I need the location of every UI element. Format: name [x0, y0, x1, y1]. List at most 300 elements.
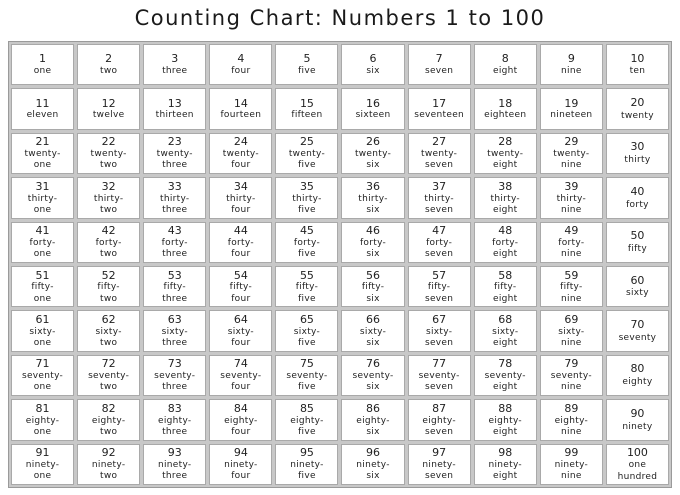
- cell-word-line: three: [162, 65, 188, 76]
- cell-number: 27: [432, 135, 447, 149]
- cell-word-line: twenty-: [288, 149, 326, 160]
- cell-number: 26: [366, 135, 381, 149]
- cell-word-line: eight: [493, 382, 518, 393]
- cell-word-line: four: [231, 204, 251, 215]
- cell-word: [292, 194, 321, 217]
- cell-word: [425, 282, 453, 305]
- cell-word: [630, 66, 646, 77]
- cell-word-line: eighty-: [290, 415, 324, 426]
- number-cell: [606, 399, 669, 440]
- number-cell: [143, 88, 206, 129]
- cell-word-line: four: [231, 337, 251, 348]
- cell-word-line: forty-: [95, 237, 122, 248]
- cell-word: [356, 110, 391, 121]
- cell-word-line: seventy-: [21, 371, 64, 382]
- cell-word: [358, 194, 387, 217]
- cell-word: [22, 371, 63, 394]
- cell-number: 10: [630, 51, 645, 65]
- cell-number: 25: [299, 135, 314, 149]
- cell-word-line: one: [33, 337, 52, 348]
- cell-word: [100, 66, 117, 77]
- cell-word-line: four: [231, 382, 251, 393]
- number-cell: [341, 133, 404, 174]
- cell-number: 62: [101, 312, 116, 326]
- cell-word-line: one: [33, 160, 52, 171]
- number-cell: [209, 88, 272, 129]
- cell-word-line: four: [231, 471, 251, 482]
- cell-number: 17: [432, 96, 447, 110]
- cell-word-line: forty-: [29, 237, 56, 248]
- number-cell: [540, 444, 603, 485]
- cell-number: 87: [432, 401, 447, 415]
- cell-word-line: six: [366, 160, 380, 171]
- cell-word-line: twenty-: [24, 149, 61, 160]
- cell-word-line: five: [298, 65, 316, 76]
- cell-number: 89: [564, 401, 579, 415]
- number-cell: [606, 355, 669, 396]
- cell-word-line: eighty-: [554, 415, 589, 426]
- cell-word: [226, 194, 255, 217]
- cell-word-line: sixty-: [492, 326, 519, 337]
- cell-word-line: six: [366, 65, 380, 76]
- cell-word: [622, 377, 652, 388]
- cell-word: [220, 371, 261, 394]
- cell-word: [228, 238, 254, 261]
- cell-word: [290, 416, 324, 439]
- cell-word: [26, 460, 60, 483]
- cell-word-line: six: [366, 426, 380, 437]
- cell-number: 19: [564, 96, 579, 110]
- number-cell: [275, 444, 338, 485]
- cell-word-line: ninety-: [25, 459, 60, 470]
- cell-word: [366, 66, 379, 77]
- cell-word-line: four: [231, 293, 251, 304]
- cell-word: [24, 149, 60, 172]
- cell-word-line: five: [298, 249, 316, 260]
- number-cell: [143, 399, 206, 440]
- number-cell: [77, 266, 140, 307]
- cell-number: 42: [101, 224, 116, 238]
- cell-word-line: seven: [424, 204, 454, 215]
- cell-word: [290, 460, 324, 483]
- cell-number: 67: [432, 312, 447, 326]
- cell-word-line: eight: [493, 204, 518, 215]
- cell-word-line: seven: [424, 426, 454, 437]
- number-cell: [209, 355, 272, 396]
- cell-word: [558, 327, 584, 350]
- cell-number: 43: [167, 224, 182, 238]
- number-cell: [606, 177, 669, 218]
- number-cell: [209, 133, 272, 174]
- cell-word-line: eighty-: [91, 415, 126, 426]
- cell-word: [230, 282, 252, 305]
- cell-number: 48: [498, 224, 513, 238]
- cell-number: 93: [167, 446, 182, 460]
- cell-word-line: three: [162, 426, 188, 437]
- number-cell: [540, 399, 603, 440]
- cell-number: 52: [101, 268, 116, 282]
- cell-word-line: eight: [493, 337, 518, 348]
- cell-number: 37: [432, 179, 447, 193]
- number-cell: [275, 177, 338, 218]
- number-cell: [143, 133, 206, 174]
- cell-word: [550, 110, 592, 121]
- cell-word: [488, 416, 522, 439]
- number-cell: [209, 44, 272, 85]
- cell-word-line: fifty-: [494, 282, 517, 293]
- cell-word-line: thirty-: [424, 193, 454, 204]
- cell-word: [356, 460, 390, 483]
- cell-word-line: seventy-: [286, 371, 328, 382]
- cell-number: 73: [167, 357, 182, 371]
- cell-word-line: sixty-: [293, 326, 321, 337]
- number-cell: [540, 355, 603, 396]
- cell-word-line: five: [298, 382, 316, 393]
- number-cell: [77, 133, 140, 174]
- number-cell: [341, 444, 404, 485]
- number-cell: [408, 222, 471, 263]
- cell-word: [558, 238, 584, 261]
- cell-word: [162, 282, 187, 305]
- cell-word: [626, 288, 649, 299]
- cell-number: 64: [233, 312, 248, 326]
- cell-number: 47: [432, 224, 447, 238]
- cell-number: 8: [501, 52, 509, 66]
- number-cell: [408, 44, 471, 85]
- cell-number: 81: [35, 401, 50, 415]
- number-cell: [540, 44, 603, 85]
- cell-word-line: fifty-: [427, 282, 451, 293]
- cell-word-line: five: [298, 293, 316, 304]
- cell-word-line: eight: [493, 293, 518, 304]
- cell-word-line: one: [33, 249, 52, 260]
- cell-number: 100: [626, 445, 648, 459]
- cell-word-line: six: [366, 337, 380, 348]
- cell-word-line: six: [366, 249, 380, 260]
- number-cell: [11, 266, 74, 307]
- cell-word: [223, 149, 259, 172]
- cell-word-line: fifty-: [97, 282, 120, 293]
- cell-word: [162, 238, 188, 261]
- number-cell: [77, 88, 140, 129]
- cell-word: [414, 110, 464, 121]
- cell-word: [96, 327, 122, 350]
- cell-word-line: nine: [561, 426, 582, 437]
- cell-word-line: three: [162, 293, 188, 304]
- cell-word: [296, 282, 318, 305]
- cell-word: [88, 371, 129, 394]
- cell-number: 77: [432, 357, 447, 371]
- number-cell: [408, 310, 471, 351]
- number-cell: [11, 399, 74, 440]
- cell-word: [425, 238, 453, 261]
- cell-number: 12: [101, 96, 116, 110]
- cell-word: [493, 66, 517, 77]
- cell-number: 53: [167, 268, 182, 282]
- cell-number: 61: [35, 312, 50, 326]
- cell-word-line: seventy-: [418, 371, 460, 382]
- cell-word-line: forty: [626, 199, 649, 210]
- cell-word-line: one: [33, 382, 52, 393]
- cell-word-line: ninety: [622, 421, 653, 432]
- cell-number: 35: [299, 179, 314, 193]
- number-cell: [474, 310, 537, 351]
- cell-word: [298, 66, 316, 77]
- number-cell: [474, 444, 537, 485]
- number-cell: [341, 177, 404, 218]
- number-cell: [275, 355, 338, 396]
- cell-number: 45: [299, 224, 314, 238]
- cell-word: [26, 416, 60, 439]
- cell-word-line: fifty-: [229, 282, 253, 293]
- cell-word-line: twenty-: [222, 149, 259, 160]
- cell-word: [224, 460, 258, 483]
- number-cell: [341, 399, 404, 440]
- cell-word: [156, 110, 194, 121]
- cell-word-line: six: [366, 471, 380, 482]
- cell-word-line: thirty-: [27, 193, 58, 204]
- cell-word-line: two: [99, 293, 118, 304]
- cell-word: [228, 327, 254, 350]
- cell-word: [28, 194, 57, 217]
- number-cell: [275, 222, 338, 263]
- cell-word-line: five: [298, 426, 316, 437]
- number-cell: [143, 44, 206, 85]
- cell-word-line: seventy: [618, 332, 657, 343]
- cell-word: [551, 371, 592, 394]
- cell-word-line: sixty-: [426, 326, 453, 337]
- cell-word-line: five: [298, 471, 316, 482]
- cell-word-line: nine: [561, 293, 582, 304]
- cell-word-line: forty-: [359, 237, 387, 248]
- number-cell: [77, 222, 140, 263]
- cell-word-line: one: [33, 65, 52, 76]
- cell-word-line: one: [33, 204, 52, 215]
- cell-word-line: four: [231, 65, 251, 76]
- number-cell: [209, 266, 272, 307]
- cell-number: 46: [366, 224, 381, 238]
- cell-word-line: seventy-: [220, 371, 262, 382]
- cell-word-line: two: [99, 426, 118, 437]
- number-cell: [606, 444, 669, 485]
- cell-word-line: one: [33, 471, 52, 482]
- cell-number: 71: [35, 357, 50, 371]
- cell-word: [291, 110, 322, 121]
- cell-word: [425, 327, 453, 350]
- cell-word-line: seventy-: [88, 371, 130, 382]
- cell-number: 3: [171, 52, 179, 66]
- cell-word-line: seventy-: [352, 371, 394, 382]
- cell-word-line: forty-: [161, 237, 188, 248]
- cell-number: 80: [630, 362, 645, 376]
- cell-word: [294, 238, 320, 261]
- number-cell: [474, 399, 537, 440]
- cell-word-line: seven: [424, 337, 454, 348]
- cell-word: [224, 416, 258, 439]
- cell-word: [158, 460, 192, 483]
- cell-word-line: fourteen: [220, 110, 262, 121]
- cell-word-line: two: [99, 337, 118, 348]
- number-cell: [540, 177, 603, 218]
- number-cell: [11, 355, 74, 396]
- cell-word-line: seven: [424, 293, 454, 304]
- cell-number: 20: [630, 96, 645, 110]
- cell-word-line: eight: [492, 160, 518, 171]
- cell-number: 70: [630, 318, 645, 332]
- cell-word: [92, 460, 126, 483]
- number-cell: [11, 444, 74, 485]
- cell-word-line: twenty-: [90, 149, 127, 160]
- number-cell: [474, 88, 537, 129]
- cell-number: 5: [303, 52, 311, 66]
- cell-number: 32: [101, 179, 116, 193]
- cell-word-line: one: [33, 426, 52, 437]
- number-cell: [209, 310, 272, 351]
- cell-word: [220, 110, 261, 121]
- cell-word-line: forty-: [492, 237, 519, 248]
- number-cell: [606, 88, 669, 129]
- cell-word-line: thirty-: [556, 193, 587, 204]
- cell-word-line: sixty-: [29, 326, 56, 337]
- cell-number: 69: [564, 312, 579, 326]
- cell-number: 9: [567, 52, 575, 66]
- cell-word-line: thirty-: [490, 193, 520, 204]
- cell-number: 92: [101, 446, 116, 460]
- cell-number: 97: [432, 446, 447, 460]
- number-cell: [341, 355, 404, 396]
- cell-word-line: ninety-: [356, 459, 390, 470]
- cell-word-line: sixty-: [227, 326, 254, 337]
- cell-word: [626, 200, 649, 211]
- number-cell: [474, 133, 537, 174]
- number-cell: [11, 133, 74, 174]
- number-cell: [77, 310, 140, 351]
- cell-word: [555, 460, 589, 483]
- cell-number: 23: [167, 135, 182, 149]
- number-cell: [77, 444, 140, 485]
- cell-word-line: seven: [424, 160, 454, 171]
- cell-number: 51: [35, 268, 50, 282]
- cell-word-line: nineteen: [550, 110, 593, 121]
- cell-word-line: fifty: [627, 244, 647, 255]
- number-cell: [540, 133, 603, 174]
- cell-number: 4: [237, 52, 245, 66]
- cell-word-line: seventy-: [154, 371, 196, 382]
- cell-word: [425, 66, 453, 77]
- cell-word-line: sixteen: [355, 110, 391, 121]
- cell-number: 94: [233, 446, 248, 460]
- cell-word: [97, 282, 119, 305]
- number-cell: [408, 399, 471, 440]
- number-grid: [8, 41, 672, 488]
- cell-number: 56: [366, 268, 381, 282]
- cell-number: 2: [105, 52, 113, 66]
- number-cell: [408, 88, 471, 129]
- cell-word: [492, 327, 518, 350]
- cell-word-line: sixty-: [161, 326, 188, 337]
- number-cell: [474, 177, 537, 218]
- cell-number: 78: [498, 357, 513, 371]
- cell-word-line: seven: [424, 382, 454, 393]
- cell-word: [356, 416, 390, 439]
- cell-number: 82: [101, 401, 116, 415]
- cell-number: 72: [101, 357, 116, 371]
- cell-number: 40: [630, 184, 645, 198]
- cell-word-line: seventeen: [414, 110, 465, 121]
- cell-word-line: fifty-: [163, 282, 186, 293]
- cell-word: [289, 149, 325, 172]
- cell-word: [621, 111, 654, 122]
- cell-number: 66: [366, 312, 381, 326]
- cell-word-line: fifty-: [295, 282, 319, 293]
- cell-word-line: fifty-: [560, 282, 583, 293]
- cell-word-line: five: [298, 337, 316, 348]
- cell-word-line: ninety-: [290, 459, 324, 470]
- cell-word-line: three: [162, 160, 188, 171]
- cell-word: [29, 238, 55, 261]
- cell-word: [231, 66, 250, 77]
- cell-number: 76: [366, 357, 381, 371]
- cell-number: 96: [366, 446, 381, 460]
- number-cell: [77, 44, 140, 85]
- number-cell: [606, 44, 669, 85]
- cell-word: [34, 66, 52, 77]
- cell-word-line: fifty-: [361, 282, 385, 293]
- cell-word: [160, 194, 189, 217]
- number-cell: [341, 222, 404, 263]
- number-cell: [143, 177, 206, 218]
- cell-word: [154, 371, 195, 394]
- cell-number: 85: [299, 401, 314, 415]
- cell-word: [96, 238, 122, 261]
- cell-number: 34: [233, 179, 248, 193]
- cell-number: 55: [299, 268, 314, 282]
- cell-number: 49: [564, 224, 579, 238]
- cell-word-line: thirty-: [226, 193, 256, 204]
- number-cell: [606, 310, 669, 351]
- cell-word: [157, 149, 193, 172]
- number-cell: [143, 355, 206, 396]
- cell-word-line: six: [366, 204, 380, 215]
- cell-word: [352, 371, 393, 394]
- cell-word: [622, 422, 652, 433]
- number-cell: [341, 44, 404, 85]
- cell-word-line: nine: [561, 160, 582, 171]
- cell-word: [162, 327, 188, 350]
- cell-word: [355, 149, 391, 172]
- cell-number: 13: [167, 96, 182, 110]
- cell-word-line: twenty-: [354, 149, 392, 160]
- cell-number: 39: [564, 179, 579, 193]
- cell-word: [624, 155, 650, 166]
- cell-number: 11: [35, 96, 50, 110]
- cell-number: 15: [299, 96, 314, 110]
- cell-word-line: ninety-: [422, 459, 456, 470]
- number-cell: [209, 177, 272, 218]
- cell-word: [560, 282, 582, 305]
- cell-number: 29: [564, 135, 579, 149]
- cell-word-line: six: [366, 382, 380, 393]
- cell-word-line: four: [231, 426, 251, 437]
- cell-word-line: eighty-: [488, 415, 522, 426]
- cell-number: 14: [233, 96, 248, 110]
- cell-word-line: seven: [424, 249, 454, 260]
- number-cell: [77, 355, 140, 396]
- number-cell: [11, 88, 74, 129]
- cell-word-line: two: [99, 65, 118, 76]
- cell-number: 59: [564, 268, 579, 282]
- cell-word: [31, 282, 53, 305]
